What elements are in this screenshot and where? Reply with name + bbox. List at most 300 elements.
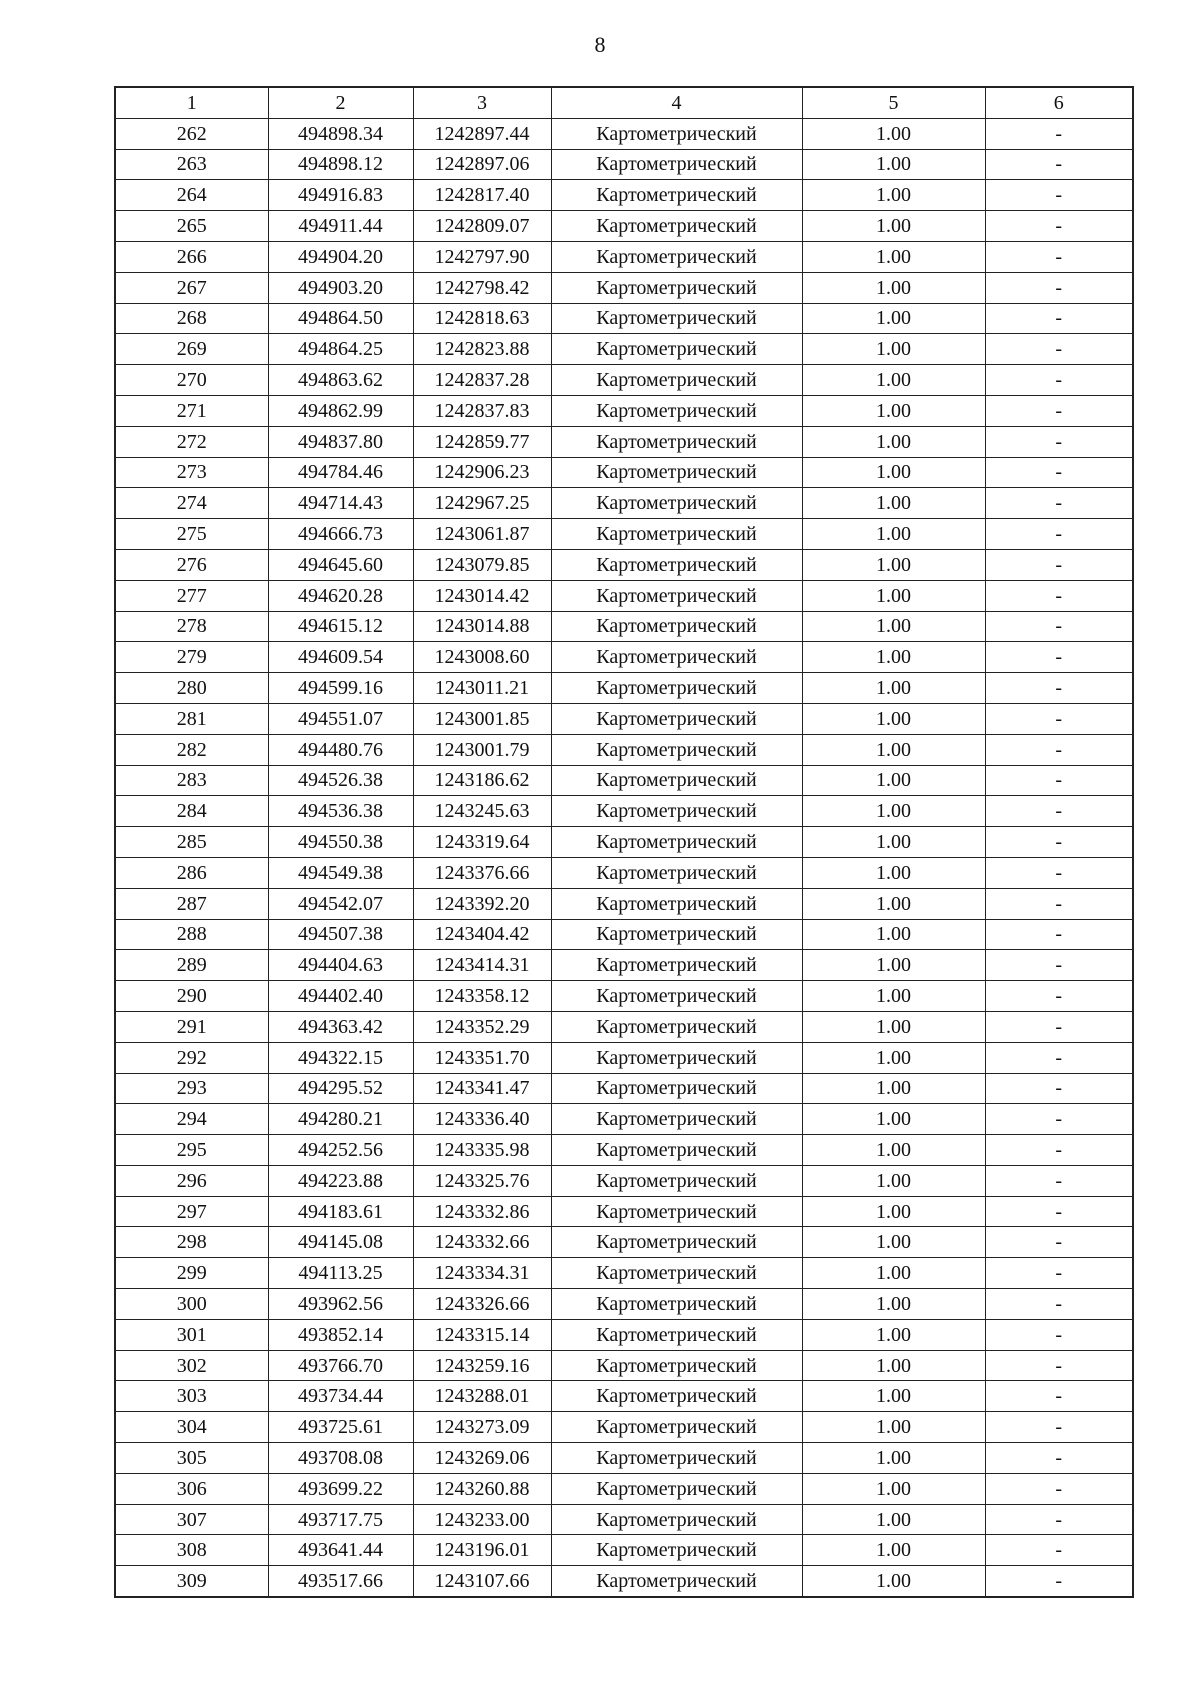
y-coordinate-cell: 1243404.42 bbox=[413, 919, 551, 950]
y-coordinate-cell: 1243335.98 bbox=[413, 1135, 551, 1166]
description-cell: - bbox=[985, 1535, 1133, 1566]
description-cell: - bbox=[985, 919, 1133, 950]
table-row bbox=[115, 519, 1133, 550]
x-coordinate-cell: 494542.07 bbox=[268, 888, 413, 919]
method-cell: Картометрический bbox=[551, 981, 802, 1012]
x-coordinate-cell: 494864.25 bbox=[268, 334, 413, 365]
point-number-cell: 303 bbox=[115, 1381, 268, 1412]
point-number-cell: 288 bbox=[115, 919, 268, 950]
table-row bbox=[115, 211, 1133, 242]
method-cell: Картометрический bbox=[551, 1504, 802, 1535]
method-cell: Картометрический bbox=[551, 857, 802, 888]
y-coordinate-cell: 1243392.20 bbox=[413, 888, 551, 919]
y-coordinate-cell: 1243008.60 bbox=[413, 642, 551, 673]
table-row bbox=[115, 334, 1133, 365]
accuracy-cell: 1.00 bbox=[802, 919, 985, 950]
accuracy-cell: 1.00 bbox=[802, 1504, 985, 1535]
table-row bbox=[115, 241, 1133, 272]
x-coordinate-cell: 494295.52 bbox=[268, 1073, 413, 1104]
column-header: 5 bbox=[802, 87, 985, 118]
method-cell: Картометрический bbox=[551, 211, 802, 242]
method-cell: Картометрический bbox=[551, 1535, 802, 1566]
y-coordinate-cell: 1243341.47 bbox=[413, 1073, 551, 1104]
table-row bbox=[115, 580, 1133, 611]
method-cell: Картометрический bbox=[551, 488, 802, 519]
y-coordinate-cell: 1243001.79 bbox=[413, 734, 551, 765]
x-coordinate-cell: 494714.43 bbox=[268, 488, 413, 519]
point-number-cell: 264 bbox=[115, 180, 268, 211]
description-cell: - bbox=[985, 1135, 1133, 1166]
x-coordinate-cell: 494837.80 bbox=[268, 426, 413, 457]
accuracy-cell: 1.00 bbox=[802, 703, 985, 734]
description-cell: - bbox=[985, 580, 1133, 611]
method-cell: Картометрический bbox=[551, 272, 802, 303]
table-row bbox=[115, 1258, 1133, 1289]
table-row bbox=[115, 1412, 1133, 1443]
point-number-cell: 262 bbox=[115, 118, 268, 149]
point-number-cell: 300 bbox=[115, 1289, 268, 1320]
x-coordinate-cell: 494550.38 bbox=[268, 827, 413, 858]
y-coordinate-cell: 1243315.14 bbox=[413, 1319, 551, 1350]
y-coordinate-cell: 1242897.06 bbox=[413, 149, 551, 180]
x-coordinate-cell: 494549.38 bbox=[268, 857, 413, 888]
y-coordinate-cell: 1243358.12 bbox=[413, 981, 551, 1012]
point-number-cell: 267 bbox=[115, 272, 268, 303]
accuracy-cell: 1.00 bbox=[802, 272, 985, 303]
accuracy-cell: 1.00 bbox=[802, 1042, 985, 1073]
point-number-cell: 283 bbox=[115, 765, 268, 796]
accuracy-cell: 1.00 bbox=[802, 888, 985, 919]
y-coordinate-cell: 1243269.06 bbox=[413, 1443, 551, 1474]
table-row bbox=[115, 1042, 1133, 1073]
y-coordinate-cell: 1243001.85 bbox=[413, 703, 551, 734]
y-coordinate-cell: 1243107.66 bbox=[413, 1566, 551, 1597]
method-cell: Картометрический bbox=[551, 149, 802, 180]
method-cell: Картометрический bbox=[551, 334, 802, 365]
point-number-cell: 307 bbox=[115, 1504, 268, 1535]
description-cell: - bbox=[985, 857, 1133, 888]
y-coordinate-cell: 1243336.40 bbox=[413, 1104, 551, 1135]
accuracy-cell: 1.00 bbox=[802, 981, 985, 1012]
page-number: 8 bbox=[594, 32, 606, 57]
accuracy-cell: 1.00 bbox=[802, 950, 985, 981]
column-header: 4 bbox=[551, 87, 802, 118]
table-row bbox=[115, 857, 1133, 888]
accuracy-cell: 1.00 bbox=[802, 180, 985, 211]
method-cell: Картометрический bbox=[551, 1258, 802, 1289]
point-number-cell: 292 bbox=[115, 1042, 268, 1073]
method-cell: Картометрический bbox=[551, 827, 802, 858]
y-coordinate-cell: 1243332.86 bbox=[413, 1196, 551, 1227]
y-coordinate-cell: 1243319.64 bbox=[413, 827, 551, 858]
description-cell: - bbox=[985, 1412, 1133, 1443]
accuracy-cell: 1.00 bbox=[802, 611, 985, 642]
accuracy-cell: 1.00 bbox=[802, 488, 985, 519]
point-number-cell: 302 bbox=[115, 1350, 268, 1381]
x-coordinate-cell: 494863.62 bbox=[268, 365, 413, 396]
description-cell: - bbox=[985, 272, 1133, 303]
x-coordinate-cell: 494145.08 bbox=[268, 1227, 413, 1258]
point-number-cell: 268 bbox=[115, 303, 268, 334]
table-row bbox=[115, 1381, 1133, 1412]
description-cell: - bbox=[985, 118, 1133, 149]
description-cell: - bbox=[985, 303, 1133, 334]
point-number-cell: 289 bbox=[115, 950, 268, 981]
method-cell: Картометрический bbox=[551, 1566, 802, 1597]
description-cell: - bbox=[985, 611, 1133, 642]
accuracy-cell: 1.00 bbox=[802, 1535, 985, 1566]
accuracy-cell: 1.00 bbox=[802, 1566, 985, 1597]
point-number-cell: 301 bbox=[115, 1319, 268, 1350]
accuracy-cell: 1.00 bbox=[802, 118, 985, 149]
description-cell: - bbox=[985, 488, 1133, 519]
point-number-cell: 279 bbox=[115, 642, 268, 673]
description-cell: - bbox=[985, 981, 1133, 1012]
accuracy-cell: 1.00 bbox=[802, 765, 985, 796]
table-header bbox=[115, 87, 1133, 118]
description-cell: - bbox=[985, 1196, 1133, 1227]
method-cell: Картометрический bbox=[551, 1042, 802, 1073]
accuracy-cell: 1.00 bbox=[802, 426, 985, 457]
table-row bbox=[115, 457, 1133, 488]
table-row bbox=[115, 919, 1133, 950]
accuracy-cell: 1.00 bbox=[802, 857, 985, 888]
point-number-cell: 286 bbox=[115, 857, 268, 888]
x-coordinate-cell: 493717.75 bbox=[268, 1504, 413, 1535]
x-coordinate-cell: 494252.56 bbox=[268, 1135, 413, 1166]
table-row bbox=[115, 888, 1133, 919]
table-row bbox=[115, 1165, 1133, 1196]
y-coordinate-cell: 1243079.85 bbox=[413, 549, 551, 580]
x-coordinate-cell: 494526.38 bbox=[268, 765, 413, 796]
x-coordinate-cell: 494903.20 bbox=[268, 272, 413, 303]
accuracy-cell: 1.00 bbox=[802, 549, 985, 580]
x-coordinate-cell: 494609.54 bbox=[268, 642, 413, 673]
table-row bbox=[115, 642, 1133, 673]
description-cell: - bbox=[985, 1350, 1133, 1381]
point-number-cell: 280 bbox=[115, 673, 268, 704]
method-cell: Картометрический bbox=[551, 1319, 802, 1350]
x-coordinate-cell: 493766.70 bbox=[268, 1350, 413, 1381]
x-coordinate-cell: 494645.60 bbox=[268, 549, 413, 580]
point-number-cell: 294 bbox=[115, 1104, 268, 1135]
description-cell: - bbox=[985, 703, 1133, 734]
accuracy-cell: 1.00 bbox=[802, 334, 985, 365]
point-number-cell: 263 bbox=[115, 149, 268, 180]
accuracy-cell: 1.00 bbox=[802, 241, 985, 272]
method-cell: Картометрический bbox=[551, 1289, 802, 1320]
method-cell: Картометрический bbox=[551, 241, 802, 272]
description-cell: - bbox=[985, 1319, 1133, 1350]
table-row bbox=[115, 149, 1133, 180]
description-cell: - bbox=[985, 765, 1133, 796]
table-row bbox=[115, 1227, 1133, 1258]
table-row bbox=[115, 426, 1133, 457]
table-row bbox=[115, 1535, 1133, 1566]
accuracy-cell: 1.00 bbox=[802, 303, 985, 334]
point-number-cell: 304 bbox=[115, 1412, 268, 1443]
accuracy-cell: 1.00 bbox=[802, 1196, 985, 1227]
y-coordinate-cell: 1243325.76 bbox=[413, 1165, 551, 1196]
accuracy-cell: 1.00 bbox=[802, 211, 985, 242]
y-coordinate-cell: 1243011.21 bbox=[413, 673, 551, 704]
point-number-cell: 287 bbox=[115, 888, 268, 919]
point-number-cell: 305 bbox=[115, 1443, 268, 1474]
description-cell: - bbox=[985, 1258, 1133, 1289]
method-cell: Картометрический bbox=[551, 765, 802, 796]
description-cell: - bbox=[985, 457, 1133, 488]
x-coordinate-cell: 493852.14 bbox=[268, 1319, 413, 1350]
x-coordinate-cell: 493641.44 bbox=[268, 1535, 413, 1566]
y-coordinate-cell: 1242897.44 bbox=[413, 118, 551, 149]
x-coordinate-cell: 494322.15 bbox=[268, 1042, 413, 1073]
description-cell: - bbox=[985, 827, 1133, 858]
y-coordinate-cell: 1242967.25 bbox=[413, 488, 551, 519]
method-cell: Картометрический bbox=[551, 519, 802, 550]
accuracy-cell: 1.00 bbox=[802, 1381, 985, 1412]
accuracy-cell: 1.00 bbox=[802, 580, 985, 611]
point-number-cell: 308 bbox=[115, 1535, 268, 1566]
accuracy-cell: 1.00 bbox=[802, 1319, 985, 1350]
accuracy-cell: 1.00 bbox=[802, 1289, 985, 1320]
method-cell: Картометрический bbox=[551, 303, 802, 334]
table-row bbox=[115, 1104, 1133, 1135]
point-number-cell: 296 bbox=[115, 1165, 268, 1196]
y-coordinate-cell: 1243260.88 bbox=[413, 1473, 551, 1504]
table-row bbox=[115, 272, 1133, 303]
description-cell: - bbox=[985, 211, 1133, 242]
point-number-cell: 265 bbox=[115, 211, 268, 242]
description-cell: - bbox=[985, 1566, 1133, 1597]
point-number-cell: 284 bbox=[115, 796, 268, 827]
description-cell: - bbox=[985, 1381, 1133, 1412]
y-coordinate-cell: 1242837.28 bbox=[413, 365, 551, 396]
method-cell: Картометрический bbox=[551, 365, 802, 396]
accuracy-cell: 1.00 bbox=[802, 365, 985, 396]
method-cell: Картометрический bbox=[551, 426, 802, 457]
method-cell: Картометрический bbox=[551, 1227, 802, 1258]
description-cell: - bbox=[985, 950, 1133, 981]
method-cell: Картометрический bbox=[551, 580, 802, 611]
y-coordinate-cell: 1242817.40 bbox=[413, 180, 551, 211]
description-cell: - bbox=[985, 334, 1133, 365]
point-number-cell: 299 bbox=[115, 1258, 268, 1289]
y-coordinate-cell: 1243273.09 bbox=[413, 1412, 551, 1443]
description-cell: - bbox=[985, 1042, 1133, 1073]
y-coordinate-cell: 1243186.62 bbox=[413, 765, 551, 796]
table-row bbox=[115, 734, 1133, 765]
y-coordinate-cell: 1243196.01 bbox=[413, 1535, 551, 1566]
description-cell: - bbox=[985, 796, 1133, 827]
table-row bbox=[115, 703, 1133, 734]
accuracy-cell: 1.00 bbox=[802, 1073, 985, 1104]
description-cell: - bbox=[985, 180, 1133, 211]
x-coordinate-cell: 493517.66 bbox=[268, 1566, 413, 1597]
method-cell: Картометрический bbox=[551, 642, 802, 673]
description-cell: - bbox=[985, 734, 1133, 765]
x-coordinate-cell: 494904.20 bbox=[268, 241, 413, 272]
accuracy-cell: 1.00 bbox=[802, 1135, 985, 1166]
x-coordinate-cell: 494916.83 bbox=[268, 180, 413, 211]
table-row bbox=[115, 1504, 1133, 1535]
description-cell: - bbox=[985, 673, 1133, 704]
method-cell: Картометрический bbox=[551, 457, 802, 488]
x-coordinate-cell: 494864.50 bbox=[268, 303, 413, 334]
method-cell: Картометрический bbox=[551, 673, 802, 704]
description-cell: - bbox=[985, 426, 1133, 457]
y-coordinate-cell: 1243326.66 bbox=[413, 1289, 551, 1320]
x-coordinate-cell: 494536.38 bbox=[268, 796, 413, 827]
accuracy-cell: 1.00 bbox=[802, 1412, 985, 1443]
y-coordinate-cell: 1242859.77 bbox=[413, 426, 551, 457]
y-coordinate-cell: 1243334.31 bbox=[413, 1258, 551, 1289]
accuracy-cell: 1.00 bbox=[802, 457, 985, 488]
table-row bbox=[115, 1473, 1133, 1504]
y-coordinate-cell: 1243233.00 bbox=[413, 1504, 551, 1535]
y-coordinate-cell: 1243245.63 bbox=[413, 796, 551, 827]
point-number-cell: 298 bbox=[115, 1227, 268, 1258]
column-header: 3 bbox=[413, 87, 551, 118]
x-coordinate-cell: 494113.25 bbox=[268, 1258, 413, 1289]
y-coordinate-cell: 1243351.70 bbox=[413, 1042, 551, 1073]
method-cell: Картометрический bbox=[551, 1011, 802, 1042]
x-coordinate-cell: 494898.12 bbox=[268, 149, 413, 180]
x-coordinate-cell: 493699.22 bbox=[268, 1473, 413, 1504]
point-number-cell: 285 bbox=[115, 827, 268, 858]
table-body bbox=[115, 118, 1133, 1597]
accuracy-cell: 1.00 bbox=[802, 796, 985, 827]
description-cell: - bbox=[985, 1289, 1133, 1320]
point-number-cell: 274 bbox=[115, 488, 268, 519]
accuracy-cell: 1.00 bbox=[802, 827, 985, 858]
description-cell: - bbox=[985, 395, 1133, 426]
x-coordinate-cell: 494620.28 bbox=[268, 580, 413, 611]
description-cell: - bbox=[985, 1443, 1133, 1474]
y-coordinate-cell: 1243352.29 bbox=[413, 1011, 551, 1042]
point-number-cell: 306 bbox=[115, 1473, 268, 1504]
x-coordinate-cell: 493734.44 bbox=[268, 1381, 413, 1412]
y-coordinate-cell: 1243014.42 bbox=[413, 580, 551, 611]
table-row bbox=[115, 1350, 1133, 1381]
table-row bbox=[115, 765, 1133, 796]
table-row bbox=[115, 1289, 1133, 1320]
table-row bbox=[115, 673, 1133, 704]
description-cell: - bbox=[985, 1473, 1133, 1504]
accuracy-cell: 1.00 bbox=[802, 149, 985, 180]
description-cell: - bbox=[985, 549, 1133, 580]
description-cell: - bbox=[985, 1011, 1133, 1042]
accuracy-cell: 1.00 bbox=[802, 1011, 985, 1042]
y-coordinate-cell: 1242809.07 bbox=[413, 211, 551, 242]
x-coordinate-cell: 494862.99 bbox=[268, 395, 413, 426]
y-coordinate-cell: 1242818.63 bbox=[413, 303, 551, 334]
method-cell: Картометрический bbox=[551, 703, 802, 734]
column-header: 2 bbox=[268, 87, 413, 118]
x-coordinate-cell: 494551.07 bbox=[268, 703, 413, 734]
description-cell: - bbox=[985, 1227, 1133, 1258]
table-row bbox=[115, 796, 1133, 827]
method-cell: Картометрический bbox=[551, 118, 802, 149]
table-row bbox=[115, 1073, 1133, 1104]
method-cell: Картометрический bbox=[551, 950, 802, 981]
table-row bbox=[115, 1443, 1133, 1474]
point-number-cell: 291 bbox=[115, 1011, 268, 1042]
point-number-cell: 295 bbox=[115, 1135, 268, 1166]
point-number-cell: 293 bbox=[115, 1073, 268, 1104]
point-number-cell: 290 bbox=[115, 981, 268, 1012]
table-row bbox=[115, 1196, 1133, 1227]
method-cell: Картометрический bbox=[551, 395, 802, 426]
method-cell: Картометрический bbox=[551, 1443, 802, 1474]
method-cell: Картометрический bbox=[551, 888, 802, 919]
x-coordinate-cell: 494898.34 bbox=[268, 118, 413, 149]
x-coordinate-cell: 494480.76 bbox=[268, 734, 413, 765]
x-coordinate-cell: 494280.21 bbox=[268, 1104, 413, 1135]
method-cell: Картометрический bbox=[551, 919, 802, 950]
method-cell: Картометрический bbox=[551, 611, 802, 642]
method-cell: Картометрический bbox=[551, 1350, 802, 1381]
table-row bbox=[115, 303, 1133, 334]
table-row bbox=[115, 827, 1133, 858]
y-coordinate-cell: 1242823.88 bbox=[413, 334, 551, 365]
x-coordinate-cell: 494507.38 bbox=[268, 919, 413, 950]
method-cell: Картометрический bbox=[551, 1412, 802, 1443]
y-coordinate-cell: 1243376.66 bbox=[413, 857, 551, 888]
y-coordinate-cell: 1243259.16 bbox=[413, 1350, 551, 1381]
y-coordinate-cell: 1242798.42 bbox=[413, 272, 551, 303]
point-number-cell: 297 bbox=[115, 1196, 268, 1227]
y-coordinate-cell: 1243014.88 bbox=[413, 611, 551, 642]
accuracy-cell: 1.00 bbox=[802, 1443, 985, 1474]
x-coordinate-cell: 494599.16 bbox=[268, 673, 413, 704]
point-number-cell: 282 bbox=[115, 734, 268, 765]
description-cell: - bbox=[985, 642, 1133, 673]
method-cell: Картометрический bbox=[551, 1135, 802, 1166]
point-number-cell: 281 bbox=[115, 703, 268, 734]
accuracy-cell: 1.00 bbox=[802, 734, 985, 765]
method-cell: Картометрический bbox=[551, 549, 802, 580]
accuracy-cell: 1.00 bbox=[802, 1227, 985, 1258]
table-row bbox=[115, 180, 1133, 211]
point-number-cell: 270 bbox=[115, 365, 268, 396]
method-cell: Картометрический bbox=[551, 1196, 802, 1227]
description-cell: - bbox=[985, 365, 1133, 396]
description-cell: - bbox=[985, 1165, 1133, 1196]
accuracy-cell: 1.00 bbox=[802, 1473, 985, 1504]
method-cell: Картометрический bbox=[551, 1073, 802, 1104]
x-coordinate-cell: 493725.61 bbox=[268, 1412, 413, 1443]
x-coordinate-cell: 494402.40 bbox=[268, 981, 413, 1012]
y-coordinate-cell: 1243414.31 bbox=[413, 950, 551, 981]
accuracy-cell: 1.00 bbox=[802, 673, 985, 704]
description-cell: - bbox=[985, 1073, 1133, 1104]
table-row bbox=[115, 549, 1133, 580]
accuracy-cell: 1.00 bbox=[802, 1350, 985, 1381]
point-number-cell: 271 bbox=[115, 395, 268, 426]
table-row bbox=[115, 981, 1133, 1012]
x-coordinate-cell: 494404.63 bbox=[268, 950, 413, 981]
x-coordinate-cell: 494183.61 bbox=[268, 1196, 413, 1227]
description-cell: - bbox=[985, 1104, 1133, 1135]
method-cell: Картометрический bbox=[551, 180, 802, 211]
point-number-cell: 272 bbox=[115, 426, 268, 457]
point-number-cell: 266 bbox=[115, 241, 268, 272]
y-coordinate-cell: 1243288.01 bbox=[413, 1381, 551, 1412]
y-coordinate-cell: 1243332.66 bbox=[413, 1227, 551, 1258]
table-row bbox=[115, 1566, 1133, 1597]
column-header: 1 bbox=[115, 87, 268, 118]
y-coordinate-cell: 1242837.83 bbox=[413, 395, 551, 426]
